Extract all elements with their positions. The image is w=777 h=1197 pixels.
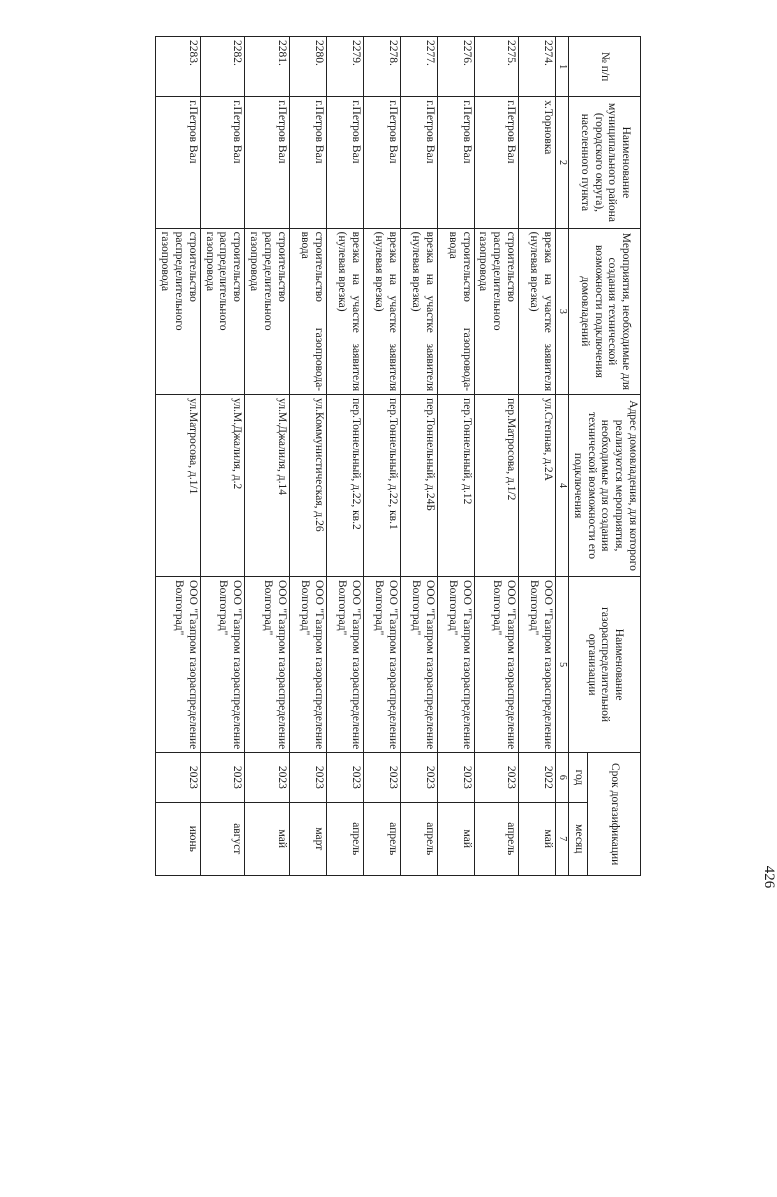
document-sheet bbox=[83, 36, 641, 876]
cell-year: 2023 bbox=[400, 753, 437, 802]
table-header bbox=[556, 37, 641, 876]
cell-year: 2023 bbox=[326, 753, 363, 802]
table-row bbox=[245, 37, 289, 876]
cell-year: 2023 bbox=[363, 753, 400, 802]
header-district: Наименование муниципального района (городского округа), населенного пункта bbox=[569, 97, 641, 228]
cell-year: 2022 bbox=[519, 753, 556, 802]
cell-measure: строительство распределительного газопровода bbox=[156, 228, 200, 394]
column-number: 6 bbox=[556, 753, 569, 802]
cell-address: ул.Степная, д.2А bbox=[519, 395, 556, 577]
cell-measure: строительство газопровода-ввода bbox=[437, 228, 474, 394]
column-number: 4 bbox=[556, 395, 569, 577]
cell-month: март bbox=[289, 802, 326, 875]
cell-address: пер.Матросова, д.1/2 bbox=[474, 395, 518, 577]
cell-num: 2277. bbox=[400, 37, 437, 97]
cell-address: пер.Тоннельный, д.22, кв.1 bbox=[363, 395, 400, 577]
cell-measure: врезка на участке заявителя (нулевая врезка) bbox=[400, 228, 437, 394]
header-address: Адрес домовладения, для которого реализуются мероприятия, необходимые для создания технической возможности его подключения bbox=[569, 395, 641, 577]
header-deadline: Срок догазификации bbox=[587, 753, 640, 876]
cell-org: ООО "Газпром газораспределение Волгоград" bbox=[437, 576, 474, 752]
cell-address: пер.Тоннельный, д.24Б bbox=[400, 395, 437, 577]
cell-num: 2281. bbox=[245, 37, 289, 97]
cell-measure: строительство распределительного газопровода bbox=[200, 228, 244, 394]
cell-year: 2023 bbox=[474, 753, 518, 802]
table-row bbox=[437, 37, 474, 876]
cell-org: ООО "Газпром газораспределение Волгоград" bbox=[519, 576, 556, 752]
cell-measure: строительство распределительного газопровода bbox=[474, 228, 518, 394]
cell-place: г.Петров Вал bbox=[200, 97, 244, 228]
cell-num: 2280. bbox=[289, 37, 326, 97]
cell-month: апрель bbox=[474, 802, 518, 875]
cell-org: ООО "Газпром газораспределение Волгоград" bbox=[474, 576, 518, 752]
cell-year: 2023 bbox=[289, 753, 326, 802]
table-body bbox=[156, 37, 556, 876]
cell-org: ООО "Газпром газораспределение Волгоград" bbox=[289, 576, 326, 752]
cell-place: г.Петров Вал bbox=[363, 97, 400, 228]
header-num: № п/п bbox=[569, 37, 641, 97]
cell-address: пер.Тоннельный, д.12 bbox=[437, 395, 474, 577]
table-row bbox=[363, 37, 400, 876]
cell-place: г.Петров Вал bbox=[400, 97, 437, 228]
cell-address: ул.М.Джалиля, д.2 bbox=[200, 395, 244, 577]
cell-place: х.Торновка bbox=[519, 97, 556, 228]
cell-measure: врезка на участке заявителя (нулевая врезка) bbox=[326, 228, 363, 394]
cell-year: 2023 bbox=[156, 753, 200, 802]
cell-month: апрель bbox=[326, 802, 363, 875]
cell-place: г.Петров Вал bbox=[289, 97, 326, 228]
cell-num: 2275. bbox=[474, 37, 518, 97]
column-number: 5 bbox=[556, 576, 569, 752]
cell-place: г.Петров Вал bbox=[326, 97, 363, 228]
header-measures: Мероприятия, необходимые для создания технической возможности подключения домовладений bbox=[569, 228, 641, 394]
cell-month: апрель bbox=[363, 802, 400, 875]
cell-num: 2279. bbox=[326, 37, 363, 97]
table-row bbox=[400, 37, 437, 876]
cell-num: 2283. bbox=[156, 37, 200, 97]
cell-month: май bbox=[437, 802, 474, 875]
cell-org: ООО "Газпром газораспределение Волгоград" bbox=[200, 576, 244, 752]
cell-measure: строительство газопровода-ввода bbox=[289, 228, 326, 394]
table-row bbox=[519, 37, 556, 876]
table-row bbox=[474, 37, 518, 876]
cell-place: г.Петров Вал bbox=[437, 97, 474, 228]
cell-place: г.Петров Вал bbox=[156, 97, 200, 228]
table-row bbox=[156, 37, 200, 876]
cell-org: ООО "Газпром газораспределение Волгоград" bbox=[400, 576, 437, 752]
column-number: 2 bbox=[556, 97, 569, 228]
header-year: год bbox=[569, 753, 588, 802]
column-number: 1 bbox=[556, 37, 569, 97]
gasification-table bbox=[155, 36, 641, 876]
column-number: 3 bbox=[556, 228, 569, 394]
cell-month: апрель bbox=[400, 802, 437, 875]
cell-place: г.Петров Вал bbox=[474, 97, 518, 228]
cell-measure: врезка на участке заявителя (нулевая врезка) bbox=[363, 228, 400, 394]
cell-month: август bbox=[200, 802, 244, 875]
cell-num: 2274. bbox=[519, 37, 556, 97]
cell-measure: врезка на участке заявителя (нулевая врезка) bbox=[519, 228, 556, 394]
table-row bbox=[289, 37, 326, 876]
header-org: Наименование газораспределительной организации bbox=[569, 576, 641, 752]
cell-place: г.Петров Вал bbox=[245, 97, 289, 228]
cell-year: 2023 bbox=[245, 753, 289, 802]
page-number: 426 bbox=[761, 865, 777, 889]
cell-address: ул.Коммунистическая, д.26 bbox=[289, 395, 326, 577]
cell-month: май bbox=[245, 802, 289, 875]
cell-org: ООО "Газпром газораспределение Волгоград" bbox=[363, 576, 400, 752]
column-number-row bbox=[556, 37, 569, 876]
cell-month: май bbox=[519, 802, 556, 875]
cell-org: ООО "Газпром газораспределение Волгоград" bbox=[156, 576, 200, 752]
cell-year: 2023 bbox=[437, 753, 474, 802]
cell-num: 2278. bbox=[363, 37, 400, 97]
cell-address: пер.Тоннельный, д.22, кв.2 bbox=[326, 395, 363, 577]
table-row bbox=[326, 37, 363, 876]
cell-year: 2023 bbox=[200, 753, 244, 802]
table-row bbox=[200, 37, 244, 876]
cell-address: ул.Матросова, д.1/1 bbox=[156, 395, 200, 577]
cell-num: 2276. bbox=[437, 37, 474, 97]
cell-address: ул.М.Джалиля, д.14 bbox=[245, 395, 289, 577]
header-month: месяц bbox=[569, 802, 588, 875]
cell-month: июнь bbox=[156, 802, 200, 875]
column-number: 7 bbox=[556, 802, 569, 875]
cell-org: ООО "Газпром газораспределение Волгоград" bbox=[326, 576, 363, 752]
cell-org: ООО "Газпром газораспределение Волгоград" bbox=[245, 576, 289, 752]
cell-measure: строительство распределительного газопровода bbox=[245, 228, 289, 394]
cell-num: 2282. bbox=[200, 37, 244, 97]
